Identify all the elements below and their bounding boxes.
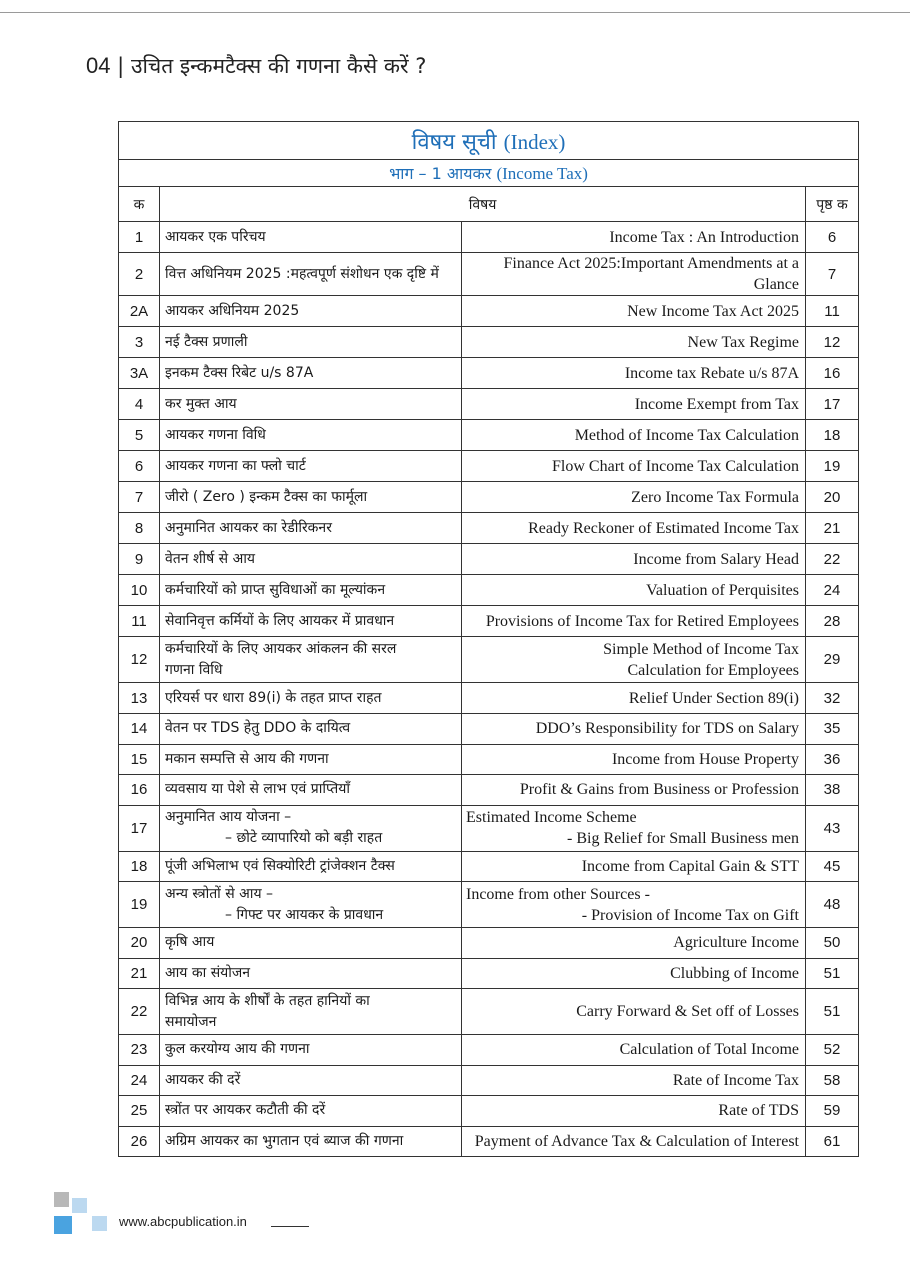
subject-english-line: Agriculture Income [673,934,799,952]
row-number: 8 [119,513,160,544]
row-page-number: 17 [806,389,859,420]
subject-english-line: - Provision of Income Tax on Gift [581,906,799,924]
row-subject-hindi [160,606,462,637]
row-subject-hindi [160,544,462,575]
subject-hindi-line: अग्रिम आयकर का भुगतान एवं ब्याज की गणना [165,1132,404,1149]
row-subject-english [462,358,806,389]
row-subject-hindi [160,296,462,327]
row-number: 5 [119,420,160,451]
subject-hindi-line: – गिफ्ट पर आयकर के प्रावधान [225,906,384,923]
subject-hindi-line: जीरो ( Zero ) इन्कम टैक्स का फार्मूला [165,488,368,505]
subject-hindi-line: वित्त अधिनियम 2025 :महत्वपूर्ण संशोधन एक दृष्टि में [165,265,439,282]
column-header-sno: क [119,187,160,222]
row-number: 23 [119,1035,160,1066]
row-subject-english [462,1035,806,1066]
subject-hindi-line: इनकम टैक्स रिबेट u/s 87A [165,364,314,381]
row-subject-english [462,513,806,544]
subject-hindi-line: सेवानिवृत्त कर्मियों के लिए आयकर में प्रावधान [165,612,395,629]
row-subject-english [462,606,806,637]
subject-hindi-line: आयकर गणना का फ्लो चार्ट [165,457,306,474]
subject-english-line: Calculation of Total Income [619,1041,799,1059]
row-number: 10 [119,575,160,606]
subject-hindi-line: पूंजी अभिलाभ एवं सिक्योरिटी ट्रांजेक्शन टैक्स [165,857,395,874]
index-title [119,122,859,160]
row-number: 17 [119,805,160,851]
row-page-number: 36 [806,744,859,775]
logo-square-mid [54,1216,72,1234]
row-number: 11 [119,606,160,637]
index-row [119,451,859,482]
subject-hindi-line: अन्य स्त्रोतों से आय – [165,885,274,902]
row-subject-hindi [160,575,462,606]
subject-hindi-line: आयकर एक परिचय [165,228,266,245]
row-subject-english [462,928,806,959]
row-subject-hindi [160,928,462,959]
subject-english-line: Income from other Sources - [466,885,650,903]
row-subject-english [462,637,806,683]
index-row [119,775,859,806]
row-page-number: 50 [806,928,859,959]
row-page-number: 29 [806,637,859,683]
subject-hindi-line: आयकर की दरें [165,1071,241,1088]
row-number: 21 [119,958,160,989]
subject-hindi-line: आयकर गणना विधि [165,426,266,443]
row-subject-hindi [160,958,462,989]
row-subject-english [462,882,806,928]
row-number: 2 [119,253,160,296]
subject-english-line: New Income Tax Act 2025 [627,302,799,320]
index-row [119,714,859,745]
header-separator: | [117,54,131,78]
subject-english-line: Income Tax : An Introduction [609,228,799,246]
index-table [118,121,859,1157]
row-page-number: 35 [806,714,859,745]
subject-english-line: Valuation of Perquisites [646,581,799,599]
row-page-number: 48 [806,882,859,928]
subject-hindi-line: कृषि आय [165,934,215,951]
subject-english-line: - Big Relief for Small Business men [567,830,799,847]
row-subject-english [462,451,806,482]
row-subject-hindi [160,358,462,389]
row-number: 24 [119,1065,160,1096]
row-page-number: 12 [806,327,859,358]
row-number: 19 [119,882,160,928]
row-page-number: 52 [806,1035,859,1066]
row-subject-hindi [160,327,462,358]
row-subject-english [462,389,806,420]
row-subject-english [462,482,806,513]
index-row [119,327,859,358]
row-subject-english [462,1126,806,1157]
row-subject-english [462,714,806,745]
part-heading-hindi: भाग – 1 आयकर [389,164,492,183]
subject-hindi-line: कुल करयोग्य आय की गणना [165,1041,310,1058]
subject-english-line: Provisions of Income Tax for Retired Employees [485,612,799,630]
row-page-number: 38 [806,775,859,806]
row-number: 1 [119,222,160,253]
logo-square-gray [54,1192,69,1207]
row-page-number: 61 [806,1126,859,1157]
page-header [86,52,426,80]
subject-hindi-line: – छोटे व्यापारियो को बड़ी राहत [225,830,383,846]
index-row [119,389,859,420]
subject-hindi-line: स्त्रोंत पर आयकर कटौती की दरें [165,1102,326,1119]
logo-square-light-small [92,1216,107,1231]
index-row [119,1035,859,1066]
row-subject-hindi [160,1065,462,1096]
row-subject-hindi [160,420,462,451]
row-number: 3A [119,358,160,389]
row-number: 2A [119,296,160,327]
row-number: 6 [119,451,160,482]
subject-hindi-line: कर्मचारियों के लिए आयकर आंकलन की सरल [165,640,397,657]
index-row [119,683,859,714]
part-heading [119,160,859,187]
index-row [119,358,859,389]
row-subject-hindi [160,805,462,851]
subject-english-line: Income tax Rebate u/s 87A [624,364,799,382]
index-row [119,253,859,296]
index-row [119,296,859,327]
row-page-number: 18 [806,420,859,451]
subject-hindi-line: अनुमानित आयकर का रेडीरिकनर [165,519,332,536]
subject-english-line: Ready Reckoner of Estimated Income Tax [528,519,799,537]
row-subject-english [462,683,806,714]
row-subject-hindi [160,513,462,544]
subject-english-line: Finance Act 2025:Important Amendments at a Glance [503,255,799,293]
row-subject-english [462,1096,806,1127]
index-row [119,882,859,928]
row-number: 25 [119,1096,160,1127]
row-page-number: 59 [806,1096,859,1127]
index-row [119,928,859,959]
publisher-url: www.abcpublication.in [119,1214,247,1229]
index-title-english: (Index) [503,129,566,154]
row-subject-hindi [160,451,462,482]
subject-english-line: Payment of Advance Tax & Calculation of Interest [474,1132,799,1150]
row-subject-hindi [160,1096,462,1127]
subject-english-line: Income from Capital Gain & STT [581,857,799,875]
subject-hindi-line: वेतन पर TDS हेतु DDO के दायित्व [165,720,351,737]
row-number: 7 [119,482,160,513]
row-page-number: 58 [806,1065,859,1096]
index-row [119,744,859,775]
subject-hindi-line: एरियर्स पर धारा 89(i) के तहत प्राप्त राहत [165,689,382,706]
row-subject-english [462,222,806,253]
row-number: 4 [119,389,160,420]
subject-hindi-line: आयकर अधिनियम 2025 [165,302,300,319]
row-number: 3 [119,327,160,358]
row-number: 14 [119,714,160,745]
row-subject-english [462,253,806,296]
row-number: 18 [119,851,160,882]
row-subject-english [462,327,806,358]
row-subject-english [462,1065,806,1096]
row-number: 15 [119,744,160,775]
subject-hindi-line: मकान सम्पत्ति से आय की गणना [165,750,329,767]
subject-hindi-line: वेतन शीर्ष से आय [165,550,256,567]
row-page-number: 24 [806,575,859,606]
row-subject-hindi [160,1035,462,1066]
row-subject-hindi [160,775,462,806]
subject-hindi-line: आय का संयोजन [165,964,251,981]
index-row [119,575,859,606]
row-page-number: 51 [806,958,859,989]
subject-english-line: Method of Income Tax Calculation [574,426,799,444]
row-number: 16 [119,775,160,806]
subject-hindi-line: कर मुक्त आय [165,395,237,412]
index-row [119,1065,859,1096]
subject-english-line: Flow Chart of Income Tax Calculation [552,457,799,475]
row-subject-english [462,420,806,451]
publisher-logo [54,1192,110,1240]
subject-english-line: New Tax Regime [687,333,799,351]
index-row [119,851,859,882]
row-page-number: 45 [806,851,859,882]
row-page-number: 19 [806,451,859,482]
subject-english-line: Rate of Income Tax [672,1071,799,1089]
index-row [119,637,859,683]
row-number: 26 [119,1126,160,1157]
index-row [119,513,859,544]
row-page-number: 16 [806,358,859,389]
index-row [119,805,859,851]
subject-english-line: Income from House Property [611,750,799,768]
row-subject-english [462,296,806,327]
row-subject-hindi [160,637,462,683]
row-page-number: 51 [806,989,859,1035]
subject-english-line: Profit & Gains from Business or Profession [519,781,799,799]
row-subject-hindi [160,1126,462,1157]
index-row [119,482,859,513]
row-subject-hindi [160,714,462,745]
logo-square-light [72,1198,87,1213]
subject-english-line: Income from Salary Head [633,550,799,568]
row-subject-english [462,851,806,882]
row-page-number: 32 [806,683,859,714]
page-heading: उचित इन्कमटैक्स की गणना कैसे करें ? [130,54,427,78]
part-heading-english: (Income Tax) [496,164,588,183]
subject-english-line: DDO’s Responsibility for TDS on Salary [535,720,799,738]
row-page-number: 7 [806,253,859,296]
subject-hindi-line: नई टैक्स प्रणाली [165,333,248,350]
column-header-page: पृष्ठ क [806,187,859,222]
index-row [119,1096,859,1127]
subject-hindi-line: व्यवसाय या पेशे से लाभ एवं प्राप्तियॉं [165,781,351,798]
subject-hindi-line: समायोजन [165,1013,217,1030]
index-row [119,1126,859,1157]
row-subject-hindi [160,989,462,1035]
row-subject-english [462,544,806,575]
row-subject-hindi [160,482,462,513]
row-subject-hindi [160,882,462,928]
row-subject-hindi [160,851,462,882]
footer-rule [271,1226,309,1227]
index-row [119,958,859,989]
row-page-number: 22 [806,544,859,575]
subject-english-line: Clubbing of Income [670,964,799,982]
row-page-number: 6 [806,222,859,253]
row-subject-hindi [160,389,462,420]
index-title-hindi: विषय सूची [411,129,497,155]
row-number: 20 [119,928,160,959]
row-number: 12 [119,637,160,683]
row-subject-hindi [160,253,462,296]
subject-hindi-line: विभिन्न आय के शीर्षों के तहत हानियों का [165,992,370,1009]
row-subject-hindi [160,683,462,714]
page-top-rule [0,12,910,13]
subject-english-line: Zero Income Tax Formula [631,488,799,506]
row-subject-hindi [160,744,462,775]
subject-english-line: Rate of TDS [718,1102,799,1120]
index-row [119,989,859,1035]
row-subject-english [462,805,806,851]
column-header-subject: विषय [160,187,806,222]
subject-english-line: Simple Method of Income Tax [603,640,799,658]
row-subject-english [462,575,806,606]
subject-english-line: Estimated Income Scheme [466,809,637,826]
subject-hindi-line: अनुमानित आय योजना – [165,809,292,825]
page-number: 04 [86,53,111,78]
subject-english-line: Calculation for Employees [627,661,799,679]
column-header-row [119,187,859,222]
subject-hindi-line: कर्मचारियों को प्राप्त सुविधाओं का मूल्यांकन [165,581,386,598]
row-subject-hindi [160,222,462,253]
row-subject-english [462,775,806,806]
row-page-number: 21 [806,513,859,544]
index-row [119,420,859,451]
row-subject-english [462,958,806,989]
index-row [119,606,859,637]
row-number: 13 [119,683,160,714]
row-page-number: 28 [806,606,859,637]
subject-english-line: Carry Forward & Set off of Losses [576,1003,799,1020]
subject-english-line: Income Exempt from Tax [634,395,799,413]
row-subject-english [462,989,806,1035]
subject-hindi-line: गणना विधि [165,661,223,678]
index-row [119,222,859,253]
row-page-number: 43 [806,805,859,851]
row-page-number: 11 [806,296,859,327]
row-number: 22 [119,989,160,1035]
row-subject-english [462,744,806,775]
row-page-number: 20 [806,482,859,513]
row-number: 9 [119,544,160,575]
subject-english-line: Relief Under Section 89(i) [628,689,799,707]
index-row [119,544,859,575]
